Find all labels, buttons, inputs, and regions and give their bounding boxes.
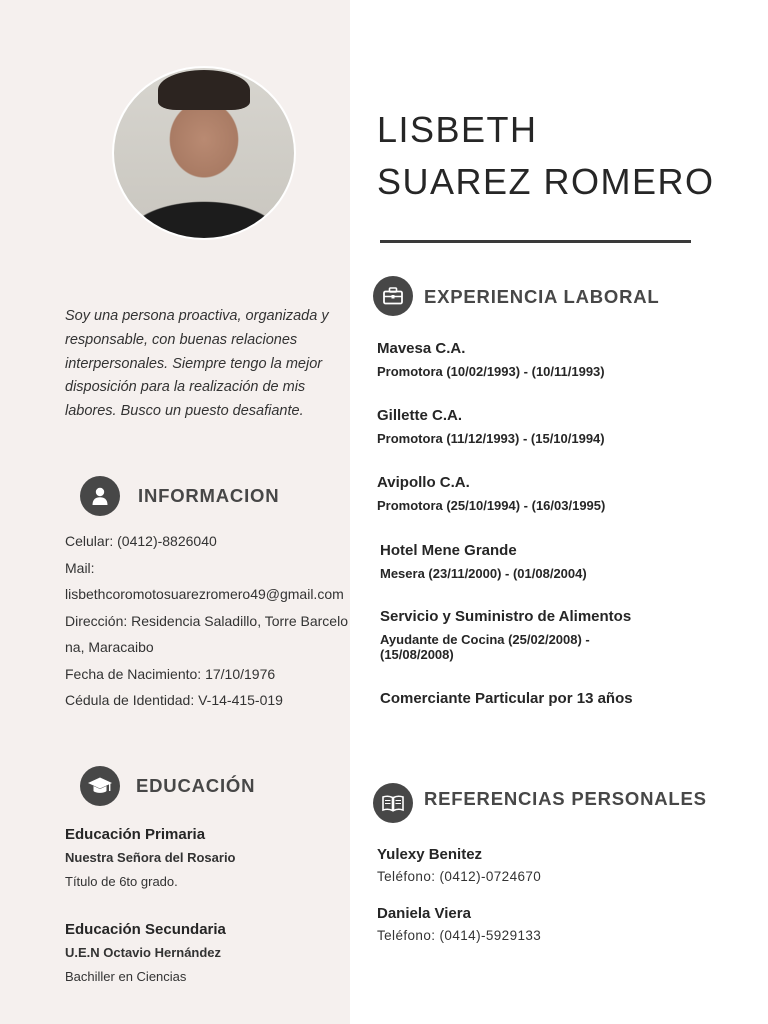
education-school: Nuestra Señora del Rosario: [65, 850, 236, 865]
job-role: Promotora (10/02/1993) - (10/11/1993): [377, 364, 605, 379]
education-detail: Bachiller en Ciencias: [65, 969, 187, 984]
job-item: [377, 472, 737, 513]
job-role: Promotora (11/12/1993) - (15/10/1994): [377, 431, 605, 446]
person-icon: [80, 476, 120, 516]
mail-text: lisbethcoromotosuarezromero49@gmail.com: [65, 586, 344, 602]
reference-phone: Teléfono: (0414)-5929133: [377, 928, 542, 943]
briefcase-icon: [373, 276, 413, 316]
education-section-title: EDUCACIÓN: [136, 775, 256, 796]
full-name: [377, 104, 757, 208]
job-role: Mesera (23/11/2000) - (01/08/2004): [380, 566, 587, 581]
education-item: [65, 919, 345, 989]
reference-item: [377, 844, 737, 888]
birthdate-text: Fecha de Nacimiento: 17/10/1976: [65, 665, 276, 682]
about-text: Soy una persona proactiva, organizada y responsable, con buenas relaciones interpersonales. Siempre tengo la mejor disposición para la realización de mis labores. Busco un puesto desafiante.: [65, 308, 329, 420]
contact-info: [65, 528, 349, 714]
phone-text: Celular: (0412)-8826040: [65, 533, 217, 549]
id-number-text: Cédula de Identidad: V-14-415-019: [65, 692, 283, 708]
reference-name: Yulexy Benitez: [377, 846, 483, 863]
profile-photo: [112, 66, 296, 240]
first-name: LISBETH: [377, 109, 538, 150]
references-section-title: REFERENCIAS PERSONALES: [424, 788, 707, 809]
education-item: [65, 824, 345, 894]
sidebar: [0, 0, 350, 1024]
divider: [380, 240, 691, 243]
job-company: Servicio y Suministro de Alimentos: [380, 608, 632, 625]
address-text: Dirección: Residencia Saladillo, Torre Barcelona, Maracaibo: [65, 612, 348, 655]
job-company: Avipollo C.A.: [377, 474, 470, 491]
job-role: Promotora (25/10/1994) - (16/03/1995): [377, 498, 606, 513]
reference-phone: Teléfono: (0412)-0724670: [377, 869, 542, 884]
education-level: Educación Secundaria: [65, 921, 226, 938]
job-company: Hotel Mene Grande: [380, 542, 517, 559]
experience-section-title: EXPERIENCIA LABORAL: [424, 286, 660, 307]
mail-label: Mail:: [65, 559, 95, 576]
graduation-cap-icon: [80, 766, 120, 806]
job-role: Ayudante de Cocina (25/02/2008) - (15/08/2008): [380, 632, 590, 662]
job-company: Gillette C.A.: [377, 407, 463, 424]
job-item: [377, 405, 737, 446]
reference-name: Daniela Viera: [377, 905, 471, 922]
job-item: [377, 338, 737, 379]
book-icon: [373, 783, 413, 823]
job-company: Comerciante Particular por 13 años: [380, 690, 633, 707]
education-school: U.E.N Octavio Hernández: [65, 945, 222, 960]
reference-item: [377, 903, 737, 947]
education-detail: Título de 6to grado.: [65, 874, 178, 889]
job-company: Mavesa C.A.: [377, 340, 466, 357]
education-level: Educación Primaria: [65, 826, 206, 843]
job-item: [380, 540, 740, 581]
info-section-title: INFORMACION: [138, 485, 280, 506]
last-name: SUAREZ ROMERO: [377, 161, 715, 202]
job-item: [380, 688, 740, 710]
job-item: [380, 606, 650, 662]
